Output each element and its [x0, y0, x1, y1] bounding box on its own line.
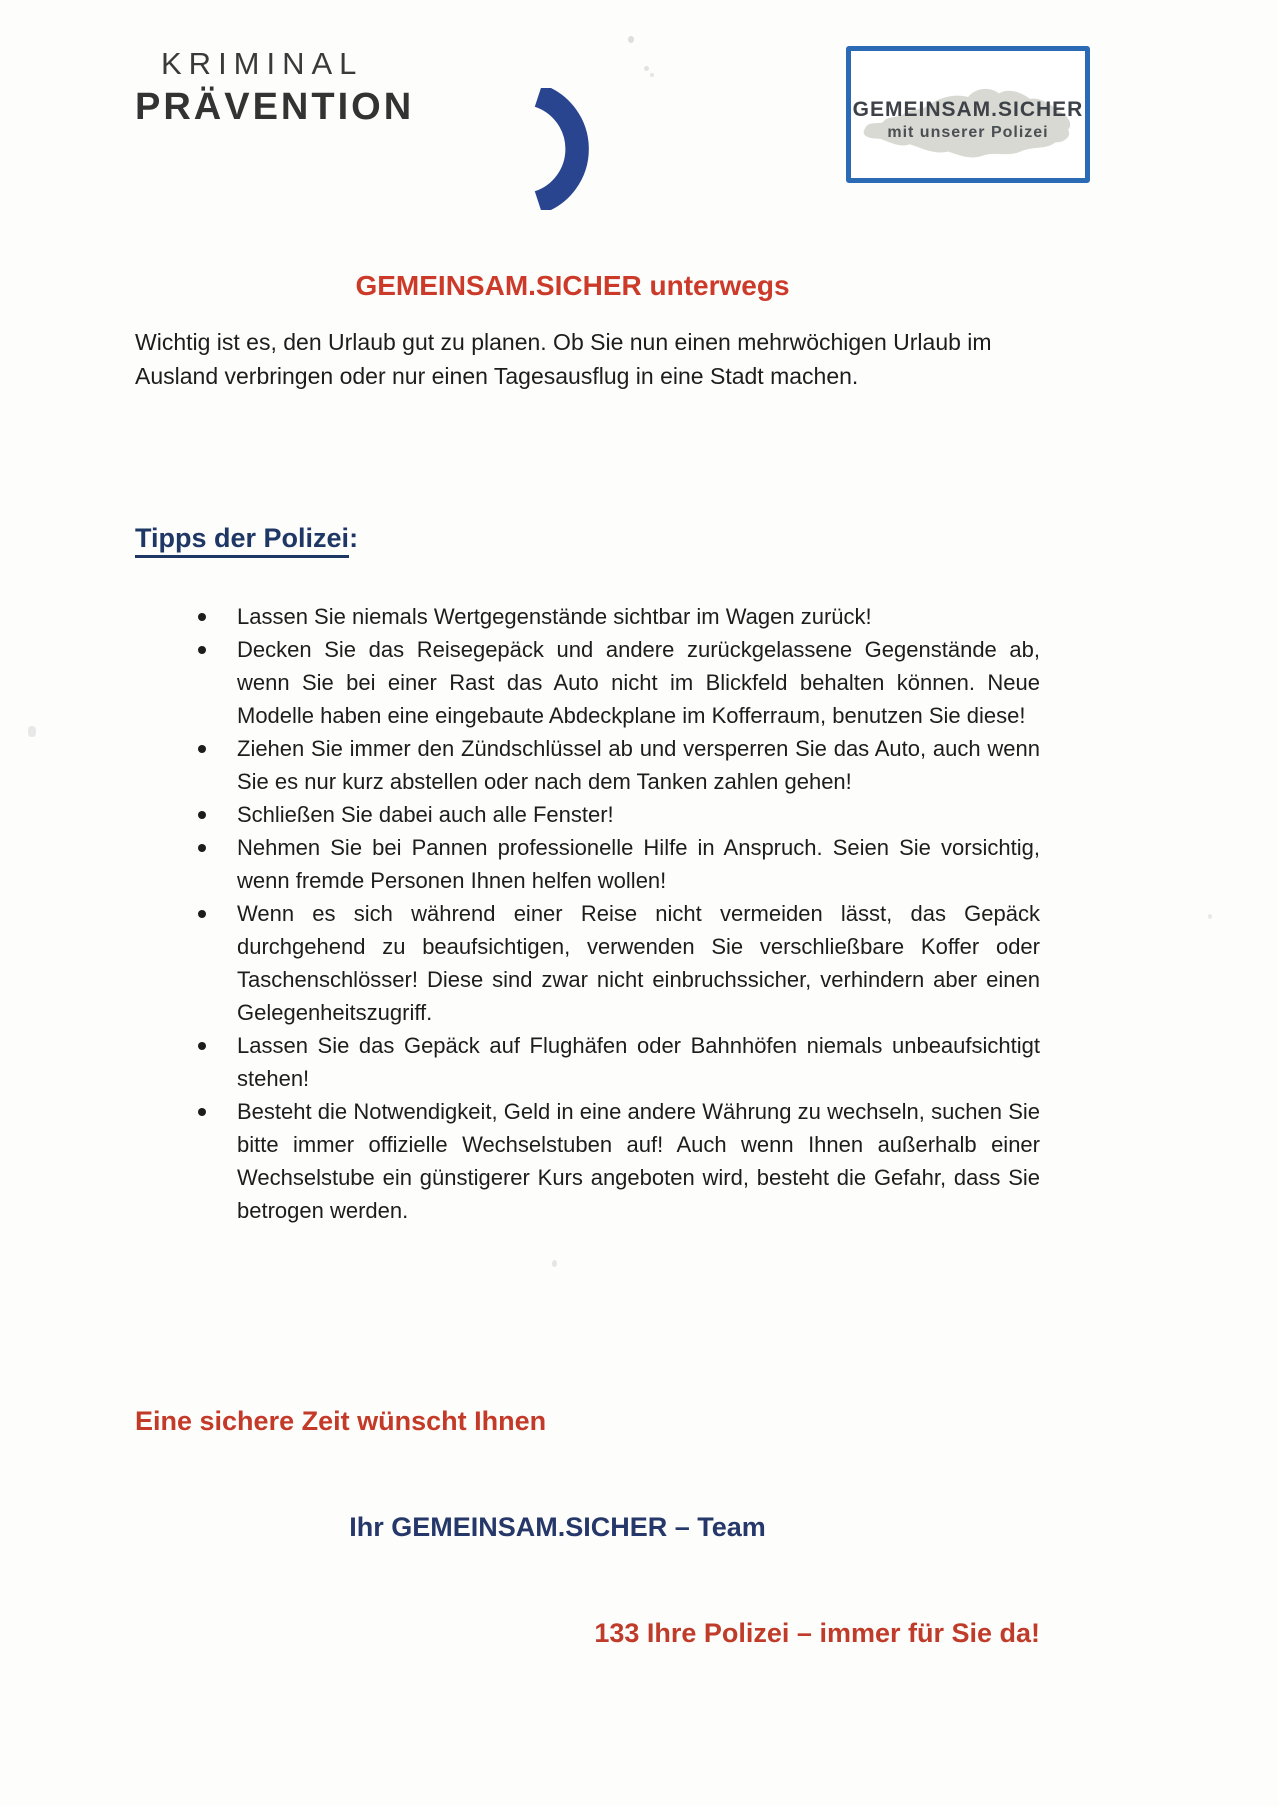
- scan-artifact: [1208, 914, 1212, 919]
- tips-heading-text: Tipps der Polizei: [135, 523, 349, 558]
- logo-text-praevention: PRÄVENTION: [135, 86, 415, 128]
- tips-list: [190, 600, 1040, 1227]
- team-signature-line: Ihr GEMEINSAM.SICHER – Team: [349, 1512, 766, 1542]
- scan-artifact: [650, 73, 654, 77]
- badge-title: GEMEINSAM.SICHER: [852, 97, 1084, 121]
- crescent-icon: [530, 88, 590, 210]
- scan-artifact: [28, 726, 36, 737]
- tips-heading-colon: :: [349, 523, 359, 553]
- kriminalpraevention-logo: [135, 42, 465, 172]
- scan-artifact: [628, 36, 634, 43]
- tips-heading: [135, 523, 358, 554]
- intro-paragraph: Wichtig ist es, den Urlaub gut zu planen. Ob Sie nun einen mehrwöchigen Urlaub im Ausland verbringen oder nur einen Tagesausflug in eine Stadt machen.: [135, 329, 992, 389]
- page-title: GEMEINSAM.SICHER unterwegs: [355, 270, 790, 301]
- tip-item: Wenn es sich während einer Reise nicht vermeiden lässt, das Gepäck durchgehend zu beaufsichtigen, verwenden Sie verschließbare Koffer oder Taschenschlösser! Diese sind zwar nicht einbruchssicher, verhindern aber einen Gelegenheitszugriff.: [190, 897, 1040, 1029]
- police-footer-line: 133 Ihre Polizei – immer für Sie da!: [594, 1618, 1040, 1648]
- tip-item: Besteht die Notwendigkeit, Geld in eine andere Währung zu wechseln, suchen Sie bitte immer offizielle Wechselstuben auf! Auch wenn Ihnen außerhalb einer Wechselstube ein günstigerer Kurs angeboten wird, besteht die Gefahr, dass Sie betrogen werden.: [190, 1095, 1040, 1227]
- tip-item: Lassen Sie niemals Wertgegenstände sichtbar im Wagen zurück!: [190, 600, 1040, 633]
- tip-item: Schließen Sie dabei auch alle Fenster!: [190, 798, 1040, 831]
- scan-artifact: [552, 1260, 557, 1267]
- badge-text: [851, 51, 1085, 178]
- logo-text-kriminal: KRIMINAL: [161, 46, 364, 81]
- gemeinsam-sicher-badge: [846, 46, 1090, 183]
- scan-artifact: [644, 66, 649, 71]
- tip-item: Ziehen Sie immer den Zündschlüssel ab und versperren Sie das Auto, auch wenn Sie es nur kurz abstellen oder nach dem Tanken zahlen gehen!: [190, 732, 1040, 798]
- tip-item: Lassen Sie das Gepäck auf Flughäfen oder Bahnhöfen niemals unbeaufsichtigt stehen!: [190, 1029, 1040, 1095]
- closing-wish-line: Eine sichere Zeit wünscht Ihnen: [135, 1406, 547, 1436]
- tip-item: Decken Sie das Reisegepäck und andere zurückgelassene Gegenstände ab, wenn Sie bei einer Rast das Auto nicht im Blickfeld behalten können. Neue Modelle haben eine eingebaute Abdeckplane im Kofferraum, benutzen Sie diese!: [190, 633, 1040, 732]
- badge-subtitle: mit unserer Polizei: [887, 123, 1049, 141]
- tip-item: Nehmen Sie bei Pannen professionelle Hilfe in Anspruch. Seien Sie vorsichtig, wenn fremde Personen Ihnen helfen wollen!: [190, 831, 1040, 897]
